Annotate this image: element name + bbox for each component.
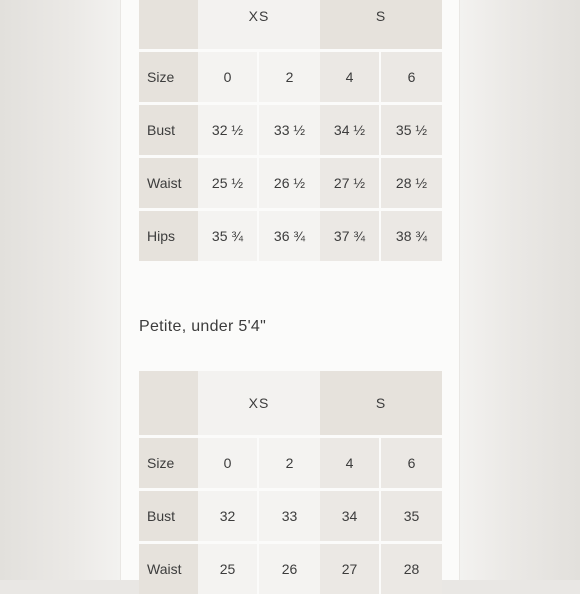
table-cell: 35 ¾ [198,211,259,261]
table-cell: 33 [259,491,320,541]
table-cell: 0 [198,438,259,488]
table-cell: 2 [259,52,320,102]
size-chart-table [139,0,442,261]
table-cell: 35 [381,491,442,541]
table-cell: 26 ½ [259,158,320,208]
table-cell: 36 ¾ [259,211,320,261]
header-s: S [320,371,442,435]
table-cell: 4 [320,438,381,488]
table-cell: 25 [198,544,259,594]
table-cell: 32 [198,491,259,541]
table-cell: 6 [381,52,442,102]
row-label-bust: Bust [139,491,198,541]
table-cell: 38 ¾ [381,211,442,261]
background-left [0,0,120,580]
petite-heading: Petite, under 5'4" [139,318,267,335]
header-s: S [320,0,442,49]
row-label-waist: Waist [139,544,198,594]
row-label-size: Size [139,438,198,488]
table-cell: 32 ½ [198,105,259,155]
table-cell: 34 [320,491,381,541]
table-cell: 33 ½ [259,105,320,155]
table-cell: 27 ½ [320,158,381,208]
table-cell: 28 ½ [381,158,442,208]
table-cell: 6 [381,438,442,488]
table-cell: 35 ½ [381,105,442,155]
table-cell: 25 ½ [198,158,259,208]
table-cell: 26 [259,544,320,594]
table-corner-cell [139,371,198,435]
table-cell: 0 [198,52,259,102]
table-cell: 37 ¾ [320,211,381,261]
header-xs: XS [198,371,320,435]
header-xs: XS [198,0,320,49]
table-cell: 28 [381,544,442,594]
table-cell: 2 [259,438,320,488]
row-label-hips: Hips [139,211,198,261]
row-label-waist: Waist [139,158,198,208]
table-cell: 34 ½ [320,105,381,155]
row-label-size: Size [139,52,198,102]
background-right [460,0,580,580]
petite-size-chart-table [139,371,442,594]
table-cell: 4 [320,52,381,102]
table-corner-cell [139,0,198,49]
table-cell: 27 [320,544,381,594]
row-label-bust: Bust [139,105,198,155]
